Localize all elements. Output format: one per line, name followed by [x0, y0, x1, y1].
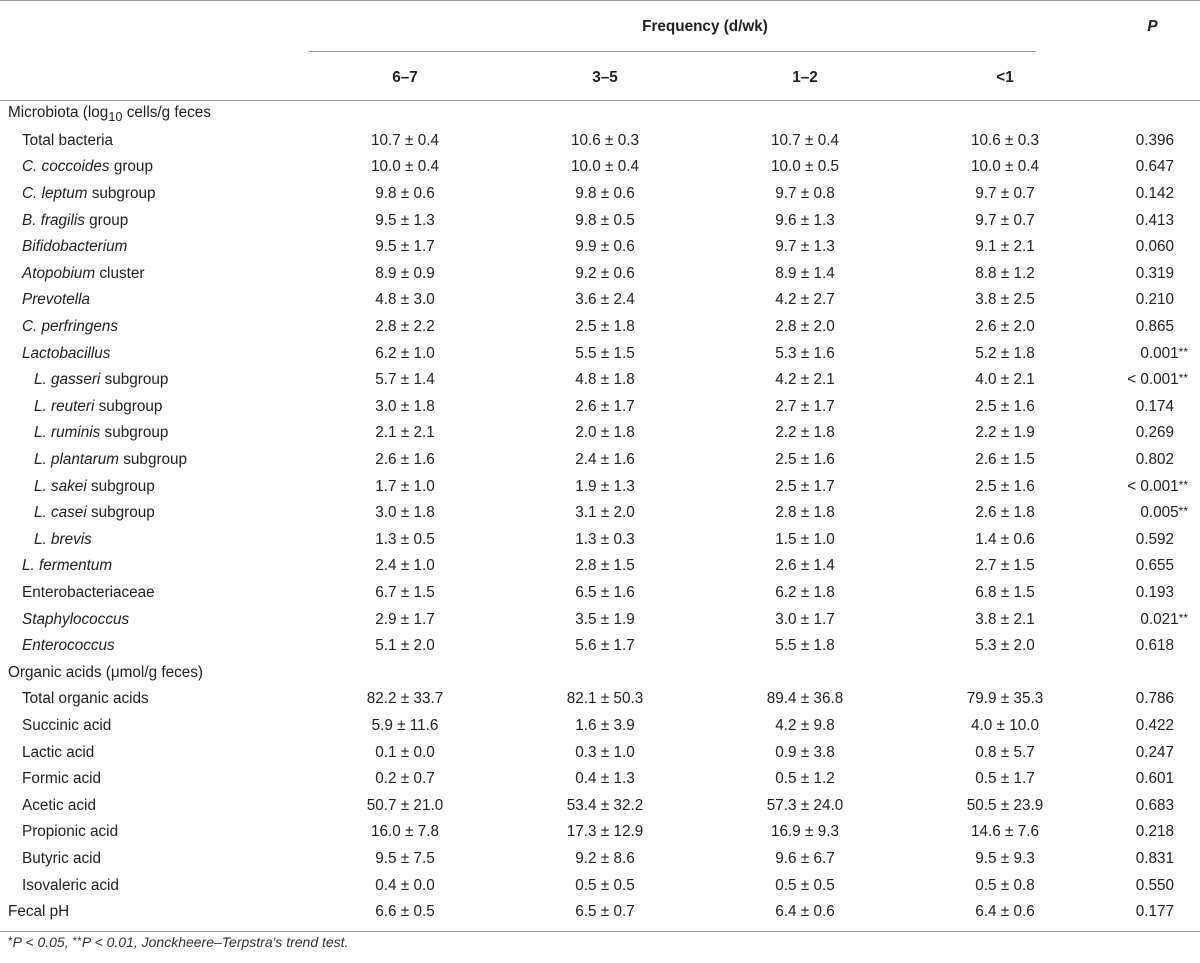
significance-marker: ** — [1178, 344, 1188, 359]
row-label: Butyric acid — [22, 849, 102, 867]
cell-value: 3.8 ± 2.5 — [975, 291, 1035, 309]
row-label: Prevotella — [22, 291, 91, 309]
cell-value: 8.9 ± 1.4 — [775, 264, 835, 282]
row-label: Total organic acids — [22, 690, 149, 708]
table-footnote: *P < 0.05, **P < 0.01, Jonckheere–Terpstra's trend test. — [8, 934, 349, 950]
row-label: Propionic acid — [22, 823, 119, 841]
table-row — [0, 606, 1200, 633]
row-label: Acetic acid — [22, 796, 96, 814]
table-body — [0, 101, 1200, 925]
cell-p-value: 0.550 — [1135, 876, 1174, 894]
row-label: L. casei subgroup — [34, 504, 155, 522]
cell-value: 1.5 ± 1.0 — [775, 530, 835, 548]
row-label: Lactic acid — [22, 743, 95, 761]
section-label: Microbiota ($\log_{10}$ cells/g feces — [8, 104, 211, 125]
cell-value: 4.0 ± 10.0 — [971, 716, 1039, 734]
row-label: Succinic acid — [22, 716, 112, 734]
cell-p-value: 0.592 — [1135, 530, 1174, 548]
frequency-spanner-rule — [309, 51, 1036, 52]
cell-p-value: 0.786 — [1135, 690, 1174, 708]
column-header-6-7: 6–7 — [392, 69, 418, 86]
cell-value: 9.6 ± 1.3 — [775, 211, 835, 229]
row-label: Enterococcus — [22, 637, 115, 655]
cell-value: 0.5 ± 1.7 — [975, 770, 1035, 788]
cell-value: 9.2 ± 0.6 — [575, 264, 635, 282]
cell-value: 0.8 ± 5.7 — [975, 743, 1035, 761]
row-label: Fecal pH — [8, 903, 70, 921]
table-row — [0, 473, 1200, 500]
column-header-lt1: <1 — [996, 69, 1014, 86]
cell-value: 2.8 ± 2.0 — [775, 318, 835, 336]
cell-value: 5.9 ± 11.6 — [371, 716, 439, 734]
table-row — [0, 500, 1200, 527]
cell-value: 2.5 ± 1.7 — [775, 477, 835, 495]
row-label: C. coccoides group — [22, 158, 153, 176]
section-label: Organic acids (μmol/g feces) — [8, 663, 203, 681]
table-row — [0, 792, 1200, 819]
cell-value: 2.2 ± 1.9 — [975, 424, 1035, 442]
cell-value: 3.5 ± 1.9 — [575, 610, 635, 628]
cell-value: 10.6 ± 0.3 — [971, 131, 1039, 149]
cell-p-value: < 0.001** — [1127, 477, 1188, 495]
cell-value: 5.7 ± 1.4 — [375, 371, 435, 389]
cell-value: 9.7 ± 0.7 — [975, 211, 1035, 229]
row-label: Staphylococcus — [22, 610, 130, 628]
table-row — [0, 394, 1200, 421]
cell-p-value: 0.001** — [1140, 344, 1188, 362]
table-row — [0, 181, 1200, 208]
cell-value: 9.6 ± 6.7 — [775, 849, 835, 867]
cell-value: 1.3 ± 0.5 — [375, 530, 435, 548]
cell-value: 2.4 ± 1.0 — [375, 557, 435, 575]
cell-value: 9.1 ± 2.1 — [975, 238, 1035, 256]
significance-marker: ** — [1178, 504, 1188, 519]
significance-marker: ** — [1178, 610, 1188, 625]
cell-value: 3.1 ± 2.0 — [575, 504, 635, 522]
cell-p-value: 0.193 — [1135, 583, 1174, 601]
cell-value: 50.5 ± 23.9 — [966, 796, 1044, 814]
cell-value: 10.7 ± 0.4 — [771, 131, 839, 149]
cell-p-value: 0.413 — [1135, 211, 1174, 229]
cell-p-value: 0.802 — [1135, 451, 1174, 469]
cell-value: 57.3 ± 24.0 — [766, 796, 844, 814]
cell-p-value: 0.142 — [1135, 185, 1174, 203]
cell-p-value: 0.396 — [1135, 131, 1174, 149]
cell-p-value: 0.601 — [1135, 770, 1174, 788]
cell-value: 2.6 ± 1.6 — [375, 451, 435, 469]
cell-value: 4.0 ± 2.1 — [975, 371, 1035, 389]
cell-value: 5.5 ± 1.5 — [575, 344, 635, 362]
cell-value: 5.3 ± 1.6 — [775, 344, 835, 362]
table-row — [0, 846, 1200, 873]
cell-p-value: 0.319 — [1135, 264, 1174, 282]
cell-p-value: 0.655 — [1135, 557, 1174, 575]
cell-p-value: 0.831 — [1135, 849, 1174, 867]
cell-value: 6.2 ± 1.8 — [775, 583, 835, 601]
cell-value: 2.0 ± 1.8 — [575, 424, 635, 442]
cell-value: 9.9 ± 0.6 — [575, 238, 635, 256]
table-row — [0, 686, 1200, 713]
cell-value: 5.6 ± 1.7 — [575, 637, 635, 655]
cell-value: 2.5 ± 1.6 — [775, 451, 835, 469]
cell-value: 9.5 ± 7.5 — [375, 849, 435, 867]
row-label: L. brevis — [34, 530, 92, 548]
table-row — [0, 154, 1200, 181]
row-label: Total bacteria — [22, 131, 113, 149]
cell-value: 0.4 ± 1.3 — [575, 770, 635, 788]
column-header-1-2: 1–2 — [792, 69, 818, 86]
cell-value: 4.8 ± 1.8 — [575, 371, 635, 389]
cell-p-value: 0.269 — [1135, 424, 1174, 442]
cell-value: 0.5 ± 1.2 — [775, 770, 835, 788]
cell-value: 10.0 ± 0.4 — [971, 158, 1039, 176]
row-label: Enterobacteriaceae — [22, 583, 155, 601]
cell-value: 10.0 ± 0.4 — [571, 158, 639, 176]
cell-value: 89.4 ± 36.8 — [766, 690, 844, 708]
table-row — [0, 261, 1200, 288]
table-row — [0, 872, 1200, 899]
cell-value: 9.7 ± 0.8 — [775, 185, 835, 203]
cell-value: 9.7 ± 1.3 — [775, 238, 835, 256]
cell-value: 0.5 ± 0.5 — [775, 876, 835, 894]
cell-value: 79.9 ± 35.3 — [966, 690, 1044, 708]
cell-value: 6.8 ± 1.5 — [975, 583, 1035, 601]
cell-value: 4.8 ± 3.0 — [375, 291, 435, 309]
row-label: L. sakei subgroup — [34, 477, 155, 495]
cell-value: 8.8 ± 1.2 — [975, 264, 1035, 282]
significance-marker: ** — [1178, 371, 1188, 386]
cell-value: 2.2 ± 1.8 — [775, 424, 835, 442]
cell-p-value: 0.177 — [1135, 903, 1174, 921]
table-row — [0, 739, 1200, 766]
cell-value: 9.7 ± 0.7 — [975, 185, 1035, 203]
cell-value: 4.2 ± 2.7 — [775, 291, 835, 309]
cell-value: 2.7 ± 1.7 — [775, 397, 835, 415]
row-label: L. ruminis subgroup — [34, 424, 169, 442]
cell-p-value: 0.005** — [1140, 504, 1188, 522]
cell-value: 9.8 ± 0.5 — [575, 211, 635, 229]
p-value-header: P — [1147, 18, 1158, 35]
cell-value: 2.5 ± 1.8 — [575, 318, 635, 336]
row-label: Formic acid — [22, 770, 102, 788]
cell-value: 10.6 ± 0.3 — [571, 131, 639, 149]
cell-value: 6.5 ± 1.6 — [575, 583, 635, 601]
table-row — [0, 287, 1200, 314]
table-row — [0, 207, 1200, 234]
cell-value: 0.4 ± 0.0 — [375, 876, 435, 894]
cell-value: 6.2 ± 1.0 — [375, 344, 435, 362]
cell-value: 6.5 ± 0.7 — [575, 903, 635, 921]
cell-value: 0.5 ± 0.5 — [575, 876, 635, 894]
cell-value: 16.9 ± 9.3 — [771, 823, 839, 841]
row-label: Atopobium cluster — [22, 264, 145, 282]
cell-value: 1.7 ± 1.0 — [375, 477, 435, 495]
table-row — [0, 553, 1200, 580]
cell-value: 2.1 ± 2.1 — [375, 424, 435, 442]
cell-value: 2.7 ± 1.5 — [975, 557, 1035, 575]
row-label: L. plantarum subgroup — [34, 451, 188, 469]
row-label: L. reuteri subgroup — [34, 397, 163, 415]
row-label: Bifidobacterium — [22, 238, 128, 256]
section-header-row — [0, 659, 1200, 686]
cell-value: 14.6 ± 7.6 — [971, 823, 1039, 841]
cell-value: 17.3 ± 12.9 — [566, 823, 644, 841]
cell-p-value: 0.060 — [1135, 238, 1174, 256]
cell-value: 2.8 ± 1.8 — [775, 504, 835, 522]
row-label: Isovaleric acid — [22, 876, 119, 894]
row-label: B. fragilis group — [22, 211, 129, 229]
cell-value: 3.0 ± 1.8 — [375, 397, 435, 415]
table-row — [0, 367, 1200, 394]
cell-value: 0.1 ± 0.0 — [375, 743, 435, 761]
row-label: C. leptum subgroup — [22, 185, 156, 203]
cell-value: 2.8 ± 2.2 — [375, 318, 435, 336]
cell-value: 9.5 ± 1.3 — [375, 211, 435, 229]
cell-value: 6.4 ± 0.6 — [975, 903, 1035, 921]
cell-value: 2.6 ± 1.4 — [775, 557, 835, 575]
cell-value: 0.9 ± 3.8 — [775, 743, 835, 761]
cell-value: 8.9 ± 0.9 — [375, 264, 435, 282]
table-row — [0, 340, 1200, 367]
cell-p-value: 0.210 — [1135, 291, 1174, 309]
cell-p-value: 0.218 — [1135, 823, 1174, 841]
table-row — [0, 128, 1200, 155]
section-header-row — [0, 101, 1200, 128]
cell-value: 82.1 ± 50.3 — [566, 690, 644, 708]
cell-value: 5.2 ± 1.8 — [975, 344, 1035, 362]
cell-p-value: 0.618 — [1135, 637, 1174, 655]
cell-value: 50.7 ± 21.0 — [366, 796, 444, 814]
table-header — [0, 1, 1200, 102]
table-row — [0, 580, 1200, 607]
cell-p-value: 0.174 — [1135, 397, 1174, 415]
row-label: L. gasseri subgroup — [34, 371, 169, 389]
cell-value: 2.6 ± 2.0 — [975, 318, 1035, 336]
table-row — [0, 899, 1200, 926]
cell-value: 3.8 ± 2.1 — [975, 610, 1035, 628]
table-row — [0, 766, 1200, 793]
cell-value: 2.4 ± 1.6 — [575, 451, 635, 469]
cell-value: 1.3 ± 0.3 — [575, 530, 635, 548]
cell-value: 3.0 ± 1.8 — [375, 504, 435, 522]
table-row — [0, 633, 1200, 660]
row-label: Lactobacillus — [22, 344, 111, 362]
cell-value: 3.0 ± 1.7 — [775, 610, 835, 628]
significance-marker: ** — [1178, 477, 1188, 492]
cell-value: 9.2 ± 8.6 — [575, 849, 635, 867]
cell-value: 9.5 ± 1.7 — [375, 238, 435, 256]
cell-p-value: 0.865 — [1135, 318, 1174, 336]
cell-value: 2.8 ± 1.5 — [575, 557, 635, 575]
column-header-3-5: 3–5 — [592, 69, 618, 86]
cell-value: 9.8 ± 0.6 — [575, 185, 635, 203]
row-label: L. fermentum — [22, 557, 113, 575]
cell-value: 53.4 ± 32.2 — [566, 796, 644, 814]
cell-value: 2.5 ± 1.6 — [975, 397, 1035, 415]
cell-value: 1.6 ± 3.9 — [575, 716, 635, 734]
cell-p-value: 0.247 — [1135, 743, 1174, 761]
table-row — [0, 234, 1200, 261]
cell-value: 1.9 ± 1.3 — [575, 477, 635, 495]
cell-value: 4.2 ± 9.8 — [775, 716, 835, 734]
cell-value: 5.3 ± 2.0 — [975, 637, 1035, 655]
table-row — [0, 527, 1200, 554]
table-row — [0, 420, 1200, 447]
cell-value: 9.8 ± 0.6 — [375, 185, 435, 203]
cell-value: 4.2 ± 2.1 — [775, 371, 835, 389]
cell-value: 5.5 ± 1.8 — [775, 637, 835, 655]
frequency-title: Frequency (d/wk) — [642, 18, 768, 35]
cell-value: 6.7 ± 1.5 — [375, 583, 435, 601]
table-row — [0, 314, 1200, 341]
cell-p-value: < 0.001** — [1127, 371, 1188, 389]
table-row — [0, 819, 1200, 846]
cell-value: 9.5 ± 9.3 — [975, 849, 1035, 867]
cell-p-value: 0.021** — [1140, 610, 1188, 628]
cell-value: 0.2 ± 0.7 — [375, 770, 435, 788]
table-row — [0, 713, 1200, 740]
cell-value: 16.0 ± 7.8 — [371, 823, 439, 841]
cell-value: 82.2 ± 33.7 — [366, 690, 444, 708]
row-label: C. perfringens — [22, 318, 119, 336]
cell-value: 6.6 ± 0.5 — [375, 903, 435, 921]
cell-value: 0.5 ± 0.8 — [975, 876, 1035, 894]
cell-value: 1.4 ± 0.6 — [975, 530, 1035, 548]
cell-value: 2.5 ± 1.6 — [975, 477, 1035, 495]
cell-value: 2.9 ± 1.7 — [375, 610, 435, 628]
cell-value: 6.4 ± 0.6 — [775, 903, 835, 921]
cell-value: 2.6 ± 1.7 — [575, 397, 635, 415]
cell-value: 10.0 ± 0.4 — [371, 158, 439, 176]
cell-value: 10.0 ± 0.5 — [771, 158, 839, 176]
cell-value: 2.6 ± 1.8 — [975, 504, 1035, 522]
cell-value: 5.1 ± 2.0 — [375, 637, 435, 655]
cell-value: 2.6 ± 1.5 — [975, 451, 1035, 469]
cell-p-value: 0.647 — [1135, 158, 1174, 176]
cell-value: 3.6 ± 2.4 — [575, 291, 635, 309]
cell-p-value: 0.683 — [1135, 796, 1174, 814]
table-row — [0, 447, 1200, 474]
cell-value: 0.3 ± 1.0 — [575, 743, 635, 761]
cell-p-value: 0.422 — [1135, 716, 1174, 734]
cell-value: 10.7 ± 0.4 — [371, 131, 439, 149]
